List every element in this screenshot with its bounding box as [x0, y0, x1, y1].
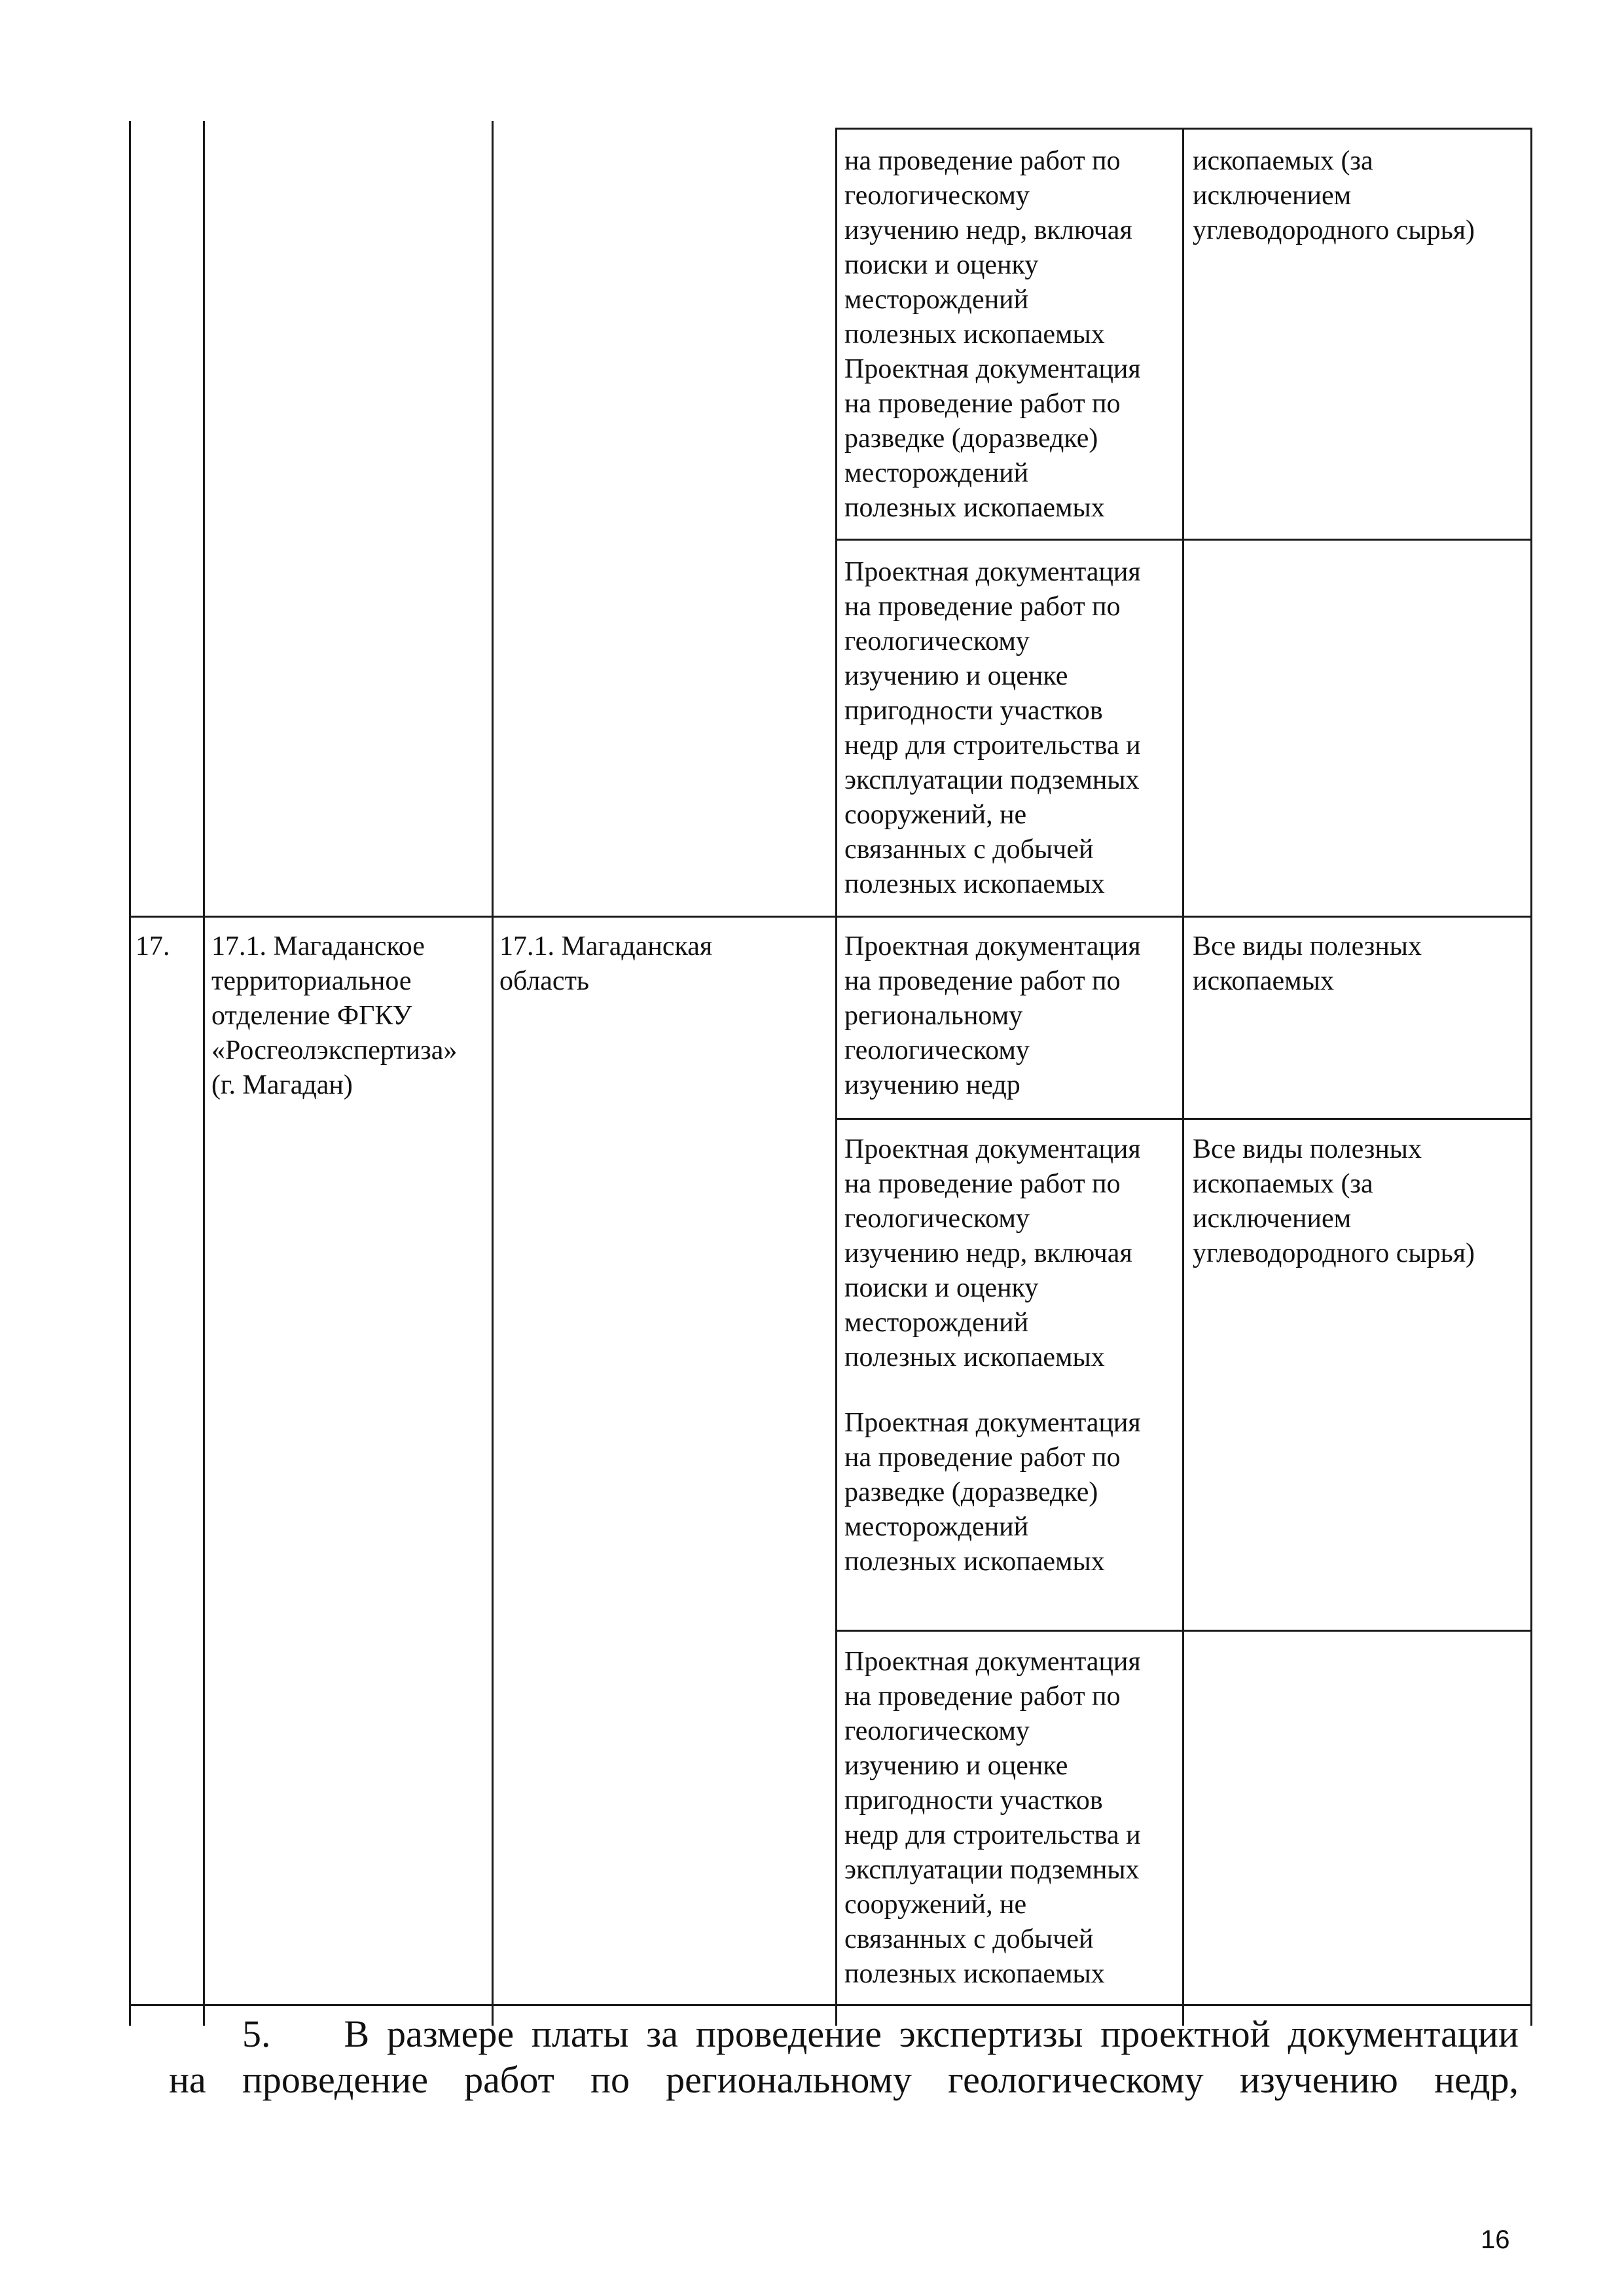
table-cell-mineral-type: Все виды полезных ископаемых (за исключением углеводородного сырья)	[1193, 1134, 1475, 1268]
page-number: 16	[1481, 2225, 1510, 2254]
table-border-top	[835, 128, 1532, 130]
table-cell-document-type: Проектная документация на проведение работ по разведке (доразведке) месторождений полезных ископаемых	[844, 1408, 1141, 1577]
table-cell-document-type: Проектная документация на проведение работ по геологическому изучению недр, включая поиски и оценку месторождений полезных ископаемых	[844, 1134, 1141, 1372]
table-border-bottom	[129, 2004, 1532, 2006]
table-cell-mineral-type: ископаемых (за исключением углеводородного сырья)	[1193, 146, 1475, 245]
table-border-col1	[203, 121, 205, 2026]
paragraph-line: на проведение работ по региональному геологическому изучению недр,	[169, 2058, 1519, 2101]
table-border-col4	[1182, 128, 1184, 2026]
table-row-divider	[835, 1630, 1532, 1632]
paragraph-number: 5.	[242, 2013, 271, 2055]
row-number: 17.	[135, 931, 170, 961]
table-cell-document-type: на проведение работ по геологическому изучению недр, включая поиски и оценку месторождений полезных ископаемых Проектная документация на проведение работ по разведке (доразведке) месторождений полезных ископаемых	[844, 146, 1141, 523]
table-row-divider	[835, 539, 1532, 541]
table-cell-document-type: Проектная документация на проведение работ по региональному геологическому изучению недр	[844, 931, 1141, 1100]
table-cell-document-type: Проектная документация на проведение работ по геологическому изучению и оценке пригодности участков недр для строительства и эксплуатации подземных сооружений, не связанных с добычей полезных ископаемых	[844, 1647, 1141, 1989]
table-border-col3	[835, 128, 837, 2026]
table-row-divider	[129, 916, 1532, 918]
table-border-right	[1530, 128, 1532, 2026]
table-cell-region: 17.1. Магаданская область	[499, 931, 713, 996]
table-row-divider	[835, 1118, 1532, 1120]
table-cell-document-type: Проектная документация на проведение работ по геологическому изучению и оценке пригодности участков недр для строительства и эксплуатации подземных сооружений, не связанных с добычей полезных ископаемых	[844, 557, 1141, 899]
paragraph-text: В размере платы за проведение экспертизы проектной документации	[344, 2013, 1519, 2055]
table-cell-mineral-type: Все виды полезных ископаемых	[1193, 931, 1422, 996]
paragraph-line	[242, 2011, 1519, 2058]
table-cell-department: 17.1. Магаданское территориальное отделение ФГКУ «Росгеолэкспертиза» (г. Магадан)	[211, 931, 458, 1100]
table-border-left	[129, 121, 131, 2026]
